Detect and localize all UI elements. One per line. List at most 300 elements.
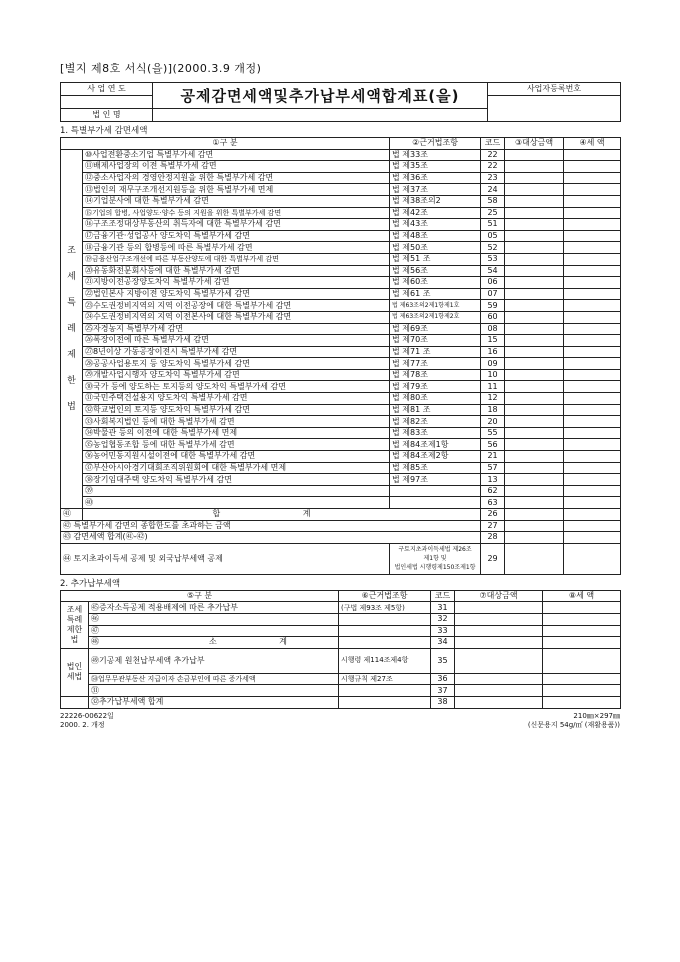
s1-item-tax[interactable] xyxy=(564,219,621,231)
s2-total-code: 38 xyxy=(431,696,455,708)
s1-group-label xyxy=(61,149,83,508)
s1-item-law: 법 제84조제1항 xyxy=(390,439,481,451)
table-row xyxy=(61,427,621,439)
s1-item-label: ㉟농업협동조합 등에 대한 특별부가세 감면 xyxy=(83,439,390,451)
s1-item-tax[interactable] xyxy=(564,172,621,184)
s1-item-tax[interactable] xyxy=(564,497,621,509)
s1-item-label: ㉞박물관 등의 이전에 대한 특별부가세 면제 xyxy=(83,427,390,439)
table-row xyxy=(61,230,621,242)
s2-group1-label-line: 제한 xyxy=(66,625,83,635)
s1-item-code: 62 xyxy=(481,485,505,497)
s1-item-label: ㉝사회복지법인 등에 대한 특별부가세 감면 xyxy=(83,416,390,428)
business-year-label: 사 업 연 도 xyxy=(61,83,153,96)
table-row xyxy=(61,648,621,673)
table-row xyxy=(61,265,621,277)
s1-item-law: 법 제43조 xyxy=(390,219,481,231)
s2-item-tax[interactable] xyxy=(543,613,621,625)
s2-subtotal-tax[interactable] xyxy=(543,637,621,649)
s1-item-code: 52 xyxy=(481,242,505,254)
table-row xyxy=(61,439,621,451)
table-row xyxy=(61,172,621,184)
s1-item-code: 54 xyxy=(481,265,505,277)
table-row xyxy=(61,485,621,497)
s1-item-law: 법 제78조 xyxy=(390,369,481,381)
s1-item-tax[interactable] xyxy=(564,439,621,451)
table-row xyxy=(61,613,621,625)
s1-item-code: 51 xyxy=(481,219,505,231)
s1-item-label: ㉖폭장이전에 따른 특별부가세 감면 xyxy=(83,335,390,347)
s1-col-law: ②근거법조항 xyxy=(390,138,481,150)
s1-item-law: 법 제42조 xyxy=(390,207,481,219)
s1-item-law: 법 제60조 xyxy=(390,277,481,289)
s2-item-tax[interactable] xyxy=(543,602,621,614)
s1-total-num: ㊶ xyxy=(61,509,83,521)
table-row xyxy=(61,673,621,685)
s1-item-amount[interactable] xyxy=(505,288,564,300)
s1-item-code: 07 xyxy=(481,288,505,300)
s1-item-amount[interactable] xyxy=(505,161,564,173)
s1-item-amount[interactable] xyxy=(505,253,564,265)
table-row xyxy=(61,335,621,347)
s1-item-law: 법 제37조 xyxy=(390,184,481,196)
s2-item-law xyxy=(339,613,431,625)
s1-item-amount[interactable] xyxy=(505,485,564,497)
s1-item-law: 법 제61 조 xyxy=(390,288,481,300)
s1-item-tax[interactable] xyxy=(564,393,621,405)
s1-item-code: 22 xyxy=(481,149,505,161)
s1-item-law: 법 제33조 xyxy=(390,149,481,161)
s2-item-code: 37 xyxy=(431,685,455,697)
s1-item-tax[interactable] xyxy=(564,474,621,486)
s1-item-tax[interactable] xyxy=(564,149,621,161)
s1-item-amount[interactable] xyxy=(505,184,564,196)
s1-total-tax[interactable] xyxy=(564,509,621,521)
s2-group1-label-line: 특례 xyxy=(66,615,83,625)
s1-item-label: ⑮기업의 합병, 사업양도·양수 등의 지원을 위한 특별부가세 감면 xyxy=(83,207,390,219)
s2-item-code: 33 xyxy=(431,625,455,637)
s1-item-label: ㊴ xyxy=(83,485,390,497)
s1-item-law: 법 제80조 xyxy=(390,393,481,405)
s1-item-code: 24 xyxy=(481,184,505,196)
s2-item-tax[interactable] xyxy=(543,648,621,673)
s2-subtotal-text: 소 계 xyxy=(209,637,317,647)
s1-item-amount[interactable] xyxy=(505,416,564,428)
s2-item-label: ㊻ xyxy=(89,613,339,625)
s1-item-amount[interactable] xyxy=(505,404,564,416)
s2-total-label: ㉜추가납부세액 합계 xyxy=(89,696,339,708)
s1-item-label: ⑩사업전환중소기업 특별부가세 감면 xyxy=(83,149,390,161)
s1-item-amount[interactable] xyxy=(505,427,564,439)
s1-item-law: 법 제63조의2제1항제1호 xyxy=(390,300,481,312)
s1-item-law: 법 제97조 xyxy=(390,474,481,486)
s1-item-amount[interactable] xyxy=(505,462,564,474)
s2-subtotal-num: ㊽ xyxy=(91,637,99,647)
s2-item-label: ㊼ xyxy=(89,625,339,637)
s1-item-amount[interactable] xyxy=(505,393,564,405)
s1-item-tax[interactable] xyxy=(564,323,621,335)
s2-col-law: ⑥근거법조항 xyxy=(339,590,431,602)
s1-item-tax[interactable] xyxy=(564,311,621,323)
s1-item-law: 법 제79조 xyxy=(390,381,481,393)
s1-item-label: ㉕자경농지 특별부가세 감면 xyxy=(83,323,390,335)
s1-item-law: 법 제63조의2제1항제2호 xyxy=(390,311,481,323)
s1-item-code: 63 xyxy=(481,497,505,509)
s1-group-char: 례 xyxy=(67,323,76,334)
s1-item-amount[interactable] xyxy=(505,451,564,463)
s2-item-code: 35 xyxy=(431,648,455,673)
s2-subtotal-amount[interactable] xyxy=(455,637,543,649)
s2-group2-label-line: 세법 xyxy=(66,672,83,682)
s1-item-label: ⑱금융기관 등의 합병등에 따른 특별부가세 감면 xyxy=(83,242,390,254)
s1-item-label: ⑫중소사업자의 경영안정지원을 위한 특별부가세 감면 xyxy=(83,172,390,184)
s1-item-law xyxy=(390,485,481,497)
s2-item-code: 36 xyxy=(431,673,455,685)
s1-item-label: ⑭기업분사에 대한 특별부가세 감면 xyxy=(83,195,390,207)
s2-item-law: 시행령 제114조제4항 xyxy=(339,648,431,673)
table-row xyxy=(61,300,621,312)
s2-item-law xyxy=(339,625,431,637)
s2-group1-label-line: 법 xyxy=(70,635,79,645)
s1-item-code: 22 xyxy=(481,161,505,173)
s2-item-amount[interactable] xyxy=(455,673,543,685)
section1-table xyxy=(60,137,621,575)
s1-item-amount[interactable] xyxy=(505,369,564,381)
section1-title: 1. 특별부가세 감면세액 xyxy=(60,126,148,136)
s2-item-amount[interactable] xyxy=(455,613,543,625)
s1-item-code: 08 xyxy=(481,323,505,335)
s2-item-amount[interactable] xyxy=(455,648,543,673)
s1-item-label: ⑳유동화전문회사등에 대한 특별부가세 감면 xyxy=(83,265,390,277)
s1-item-code: 25 xyxy=(481,207,505,219)
s1-item-law: 법 제77조 xyxy=(390,358,481,370)
s2-item-label: ㊺증자소득공제 적용배제에 따른 추가납부 xyxy=(89,602,339,614)
s1-item-tax[interactable] xyxy=(564,346,621,358)
s2-item-law xyxy=(339,685,431,697)
form-number: [별지 제8호 서식(을)](2000.3.9 개정) xyxy=(60,62,262,75)
table-row xyxy=(61,404,621,416)
s1-item-label: ⑯구조조정대상부동산의 취득자에 대한 특별부가세 감면 xyxy=(83,219,390,231)
s1-excess-tax[interactable] xyxy=(564,520,621,532)
table-row xyxy=(61,149,621,161)
table-row xyxy=(61,358,621,370)
s1-item-tax[interactable] xyxy=(564,242,621,254)
s1-item-tax[interactable] xyxy=(564,253,621,265)
s1-item-label: ⑪배제사업장의 이전 특별부가세 감면 xyxy=(83,161,390,173)
s1-item-tax[interactable] xyxy=(564,451,621,463)
form-page xyxy=(60,60,620,730)
s1-item-law: 법 제51 조 xyxy=(390,253,481,265)
s2-item-amount[interactable] xyxy=(455,602,543,614)
s1-item-code: 57 xyxy=(481,462,505,474)
s1-item-tax[interactable] xyxy=(564,207,621,219)
s2-col-category: ⑤구 분 xyxy=(61,590,339,602)
s1-item-code: 56 xyxy=(481,439,505,451)
footer-left-2: 2000. 2. 개정 xyxy=(60,720,105,729)
s1-item-code: 23 xyxy=(481,172,505,184)
s1-item-tax[interactable] xyxy=(564,369,621,381)
business-year-field[interactable] xyxy=(61,96,153,109)
s2-item-amount[interactable] xyxy=(455,625,543,637)
s1-item-amount[interactable] xyxy=(505,277,564,289)
s1-item-label: ㊳장기임대주택 양도차익 특별부가세 감면 xyxy=(83,474,390,486)
s1-item-label: ㉙개발사업시행자 양도차익 특별부가세 감면 xyxy=(83,369,390,381)
s1-item-law: 법 제50조 xyxy=(390,242,481,254)
s1-item-label: ㉛국민주택건설용지 양도차익 특별부가세 감면 xyxy=(83,393,390,405)
s1-land-tax[interactable] xyxy=(564,543,621,574)
s1-item-tax[interactable] xyxy=(564,161,621,173)
table-row xyxy=(61,219,621,231)
s1-item-code: 13 xyxy=(481,474,505,486)
s1-item-law: 법 제84조제2항 xyxy=(390,451,481,463)
s1-item-law: 법 제48조 xyxy=(390,230,481,242)
s1-item-tax[interactable] xyxy=(564,195,621,207)
s1-item-amount[interactable] xyxy=(505,265,564,277)
s1-item-label: ㉜학교법인의 토지등 양도차익 특별부가세 감면 xyxy=(83,404,390,416)
s1-group-char: 세 xyxy=(67,271,76,282)
s1-col-amount: ③대상금액 xyxy=(505,138,564,150)
s1-item-label: ㊵ xyxy=(83,497,390,509)
s1-item-tax[interactable] xyxy=(564,265,621,277)
s1-item-amount[interactable] xyxy=(505,242,564,254)
s1-item-tax[interactable] xyxy=(564,277,621,289)
s1-item-amount[interactable] xyxy=(505,439,564,451)
s1-item-label: ㊱농어민동지원시설이전에 대한 특별부가세 감면 xyxy=(83,451,390,463)
s1-item-amount[interactable] xyxy=(505,300,564,312)
s2-item-tax[interactable] xyxy=(543,685,621,697)
s1-col-category: ①구 분 xyxy=(61,138,390,150)
s1-item-label: ⑬법인의 재무구조개선지원등을 위한 특별부가세 면제 xyxy=(83,184,390,196)
section2-table xyxy=(60,590,621,709)
s1-net-tax[interactable] xyxy=(564,532,621,544)
s1-item-law: 법 제38조의2 xyxy=(390,195,481,207)
s1-item-label: ㉚국가 등에 양도하는 토지등의 양도차익 특별부가세 감면 xyxy=(83,381,390,393)
s1-excess-amount[interactable] xyxy=(505,520,564,532)
s1-item-code: 15 xyxy=(481,335,505,347)
s1-item-code: 53 xyxy=(481,253,505,265)
s1-item-law: 법 제71 조 xyxy=(390,346,481,358)
s1-item-code: 16 xyxy=(481,346,505,358)
s1-item-law xyxy=(390,497,481,509)
s1-land-law-line3: 법인세법 시행령제150조제1항 xyxy=(394,564,476,572)
table-row xyxy=(61,288,621,300)
s1-item-law: 법 제85조 xyxy=(390,462,481,474)
s1-land-law xyxy=(390,543,481,574)
s2-subtotal-code: 34 xyxy=(431,637,455,649)
footer-right-2: (신문용지 54g/㎡ (재활용품)) xyxy=(527,720,620,729)
s1-net-amount[interactable] xyxy=(505,532,564,544)
corp-name-label: 법 인 명 xyxy=(61,109,153,122)
s2-item-law: (구법 제93조 제5항) xyxy=(339,602,431,614)
s1-item-code: 58 xyxy=(481,195,505,207)
table-row xyxy=(61,637,621,649)
s1-item-label: ㉒법인본사 지방이전 양도차익 특별부가세 감면 xyxy=(83,288,390,300)
s1-item-tax[interactable] xyxy=(564,462,621,474)
s1-item-label: ㉔수도권정비지역의 지역 이전본사에 대한 특별부가세 감면 xyxy=(83,311,390,323)
s1-item-amount[interactable] xyxy=(505,474,564,486)
s2-group1-label-line: 조세 xyxy=(66,605,83,615)
s1-item-law: 법 제70조 xyxy=(390,335,481,347)
s1-item-amount[interactable] xyxy=(505,358,564,370)
s1-item-amount[interactable] xyxy=(505,497,564,509)
s1-item-code: 05 xyxy=(481,230,505,242)
s1-item-label: ㉑지방이전공장양도차익 특별부가세 감면 xyxy=(83,277,390,289)
table-row xyxy=(61,369,621,381)
s1-item-amount[interactable] xyxy=(505,230,564,242)
s1-item-tax[interactable] xyxy=(564,485,621,497)
s1-item-code: 18 xyxy=(481,404,505,416)
s1-item-amount[interactable] xyxy=(505,346,564,358)
s1-item-code: 10 xyxy=(481,369,505,381)
s1-item-label: ㉘공공사업용토지 등 양도차익 특별부가세 감면 xyxy=(83,358,390,370)
s1-item-tax[interactable] xyxy=(564,288,621,300)
s2-item-code: 31 xyxy=(431,602,455,614)
table-row xyxy=(61,277,621,289)
s1-item-tax[interactable] xyxy=(564,404,621,416)
table-row xyxy=(61,207,621,219)
s1-item-amount[interactable] xyxy=(505,172,564,184)
table-row xyxy=(61,451,621,463)
s1-item-amount[interactable] xyxy=(505,311,564,323)
s1-item-code: 09 xyxy=(481,358,505,370)
s1-col-tax: ④세 액 xyxy=(564,138,621,150)
s2-item-tax[interactable] xyxy=(543,625,621,637)
s1-group-char: 제 xyxy=(67,349,76,360)
s1-item-code: 12 xyxy=(481,393,505,405)
s2-col-amount: ⑦대상금액 xyxy=(455,590,543,602)
s1-item-amount[interactable] xyxy=(505,149,564,161)
table-row xyxy=(61,161,621,173)
s1-group-char: 법 xyxy=(67,401,76,412)
s1-item-tax[interactable] xyxy=(564,416,621,428)
s1-land-law-line2: 제1항 및 xyxy=(423,555,447,563)
s1-land-law-line1: 구토지초과이득세법 제26조 xyxy=(398,546,472,554)
s1-item-code: 21 xyxy=(481,451,505,463)
table-row xyxy=(61,393,621,405)
s1-item-amount[interactable] xyxy=(505,381,564,393)
s1-net-code: 28 xyxy=(481,532,505,544)
table-row xyxy=(61,685,621,697)
s1-item-tax[interactable] xyxy=(564,300,621,312)
s1-item-amount[interactable] xyxy=(505,195,564,207)
s1-item-code: 55 xyxy=(481,427,505,439)
s1-item-amount[interactable] xyxy=(505,219,564,231)
section2-title: 2. 추가납부세액 xyxy=(60,578,121,589)
s1-item-label: ㉗8년이상 가동공장이전시 특별부가세 감면 xyxy=(83,346,390,358)
s1-item-law: 법 제81 조 xyxy=(390,404,481,416)
footer-left-1: 22226-00622일 xyxy=(60,711,114,720)
s1-item-code: 11 xyxy=(481,381,505,393)
s1-item-law: 법 제35조 xyxy=(390,161,481,173)
s1-item-tax[interactable] xyxy=(564,230,621,242)
table-row xyxy=(61,462,621,474)
s1-item-law: 법 제56조 xyxy=(390,265,481,277)
s1-item-label: ⑲금융산업구조개선에 따른 부동산양도에 대한 특별부가세 감면 xyxy=(83,253,390,265)
s1-land-code: 29 xyxy=(481,543,505,574)
table-row xyxy=(61,602,621,614)
s2-item-label: ㊾기공제 원천납부세액 추가납부 xyxy=(89,648,339,673)
s1-item-amount[interactable] xyxy=(505,335,564,347)
s1-item-code: 60 xyxy=(481,311,505,323)
s1-item-code: 59 xyxy=(481,300,505,312)
s1-item-tax[interactable] xyxy=(564,184,621,196)
business-reg-label: 사업자등록번호 xyxy=(488,83,621,96)
s2-subtotal-law xyxy=(339,637,431,649)
business-reg-field[interactable] xyxy=(488,96,621,122)
s1-group-char: 한 xyxy=(67,375,76,386)
s1-land-amount[interactable] xyxy=(505,543,564,574)
table-row xyxy=(61,696,621,708)
s2-total-law xyxy=(339,696,431,708)
s2-item-law: 시행규칙 제27조 xyxy=(339,673,431,685)
table-row xyxy=(61,311,621,323)
s1-excess-label: ㊷ 특별부가세 감면의 종합한도를 초과하는 금액 xyxy=(61,520,481,532)
s2-group1-label xyxy=(61,602,89,648)
s1-item-law: 법 제82조 xyxy=(390,416,481,428)
form-footer xyxy=(60,712,620,730)
s1-total-amount[interactable] xyxy=(505,509,564,521)
table-row xyxy=(61,195,621,207)
s1-excess-code: 27 xyxy=(481,520,505,532)
s2-item-label: ㉛ xyxy=(89,685,339,697)
s2-item-tax[interactable] xyxy=(543,673,621,685)
table-row xyxy=(61,497,621,509)
s1-group-char: 특 xyxy=(67,297,76,308)
s1-group-char: 조 xyxy=(67,245,76,256)
table-row xyxy=(61,625,621,637)
s1-item-code: 20 xyxy=(481,416,505,428)
s2-group2-label xyxy=(61,648,89,696)
s1-land-label: ㊹ 토지초과이득세 공제 및 외국납부세액 공제 xyxy=(61,543,390,574)
s2-total-spacer xyxy=(61,696,89,708)
s2-col-tax: ⑧세 액 xyxy=(543,590,621,602)
s1-item-tax[interactable] xyxy=(564,427,621,439)
corp-name-field[interactable] xyxy=(153,109,488,122)
s1-item-label: ㉓수도권정비지역의 지역 이전공장에 대한 특별부가세 감면 xyxy=(83,300,390,312)
s2-item-code: 32 xyxy=(431,613,455,625)
s1-net-label: ㊸ 감면세액 합계(㊶-㊷) xyxy=(61,532,481,544)
s2-subtotal-label xyxy=(89,637,339,649)
s2-total-amount[interactable] xyxy=(455,696,543,708)
s1-total-label: 합 계 xyxy=(83,509,481,521)
table-row xyxy=(61,253,621,265)
s1-item-label: ㊲부산아시아경기대회조직위원회에 대한 특별부가세 면제 xyxy=(83,462,390,474)
table-row xyxy=(61,416,621,428)
s1-col-code: 코드 xyxy=(481,138,505,150)
table-row xyxy=(61,323,621,335)
s1-item-tax[interactable] xyxy=(564,381,621,393)
s1-total-code: 26 xyxy=(481,509,505,521)
s1-item-tax[interactable] xyxy=(564,358,621,370)
s2-group2-label-line: 법인 xyxy=(66,662,83,672)
s2-item-label: ㊿업무무관부동산 지급이자 손금부인에 따른 증가세액 xyxy=(89,673,339,685)
s2-total-tax[interactable] xyxy=(543,696,621,708)
s2-item-amount[interactable] xyxy=(455,685,543,697)
s1-item-amount[interactable] xyxy=(505,207,564,219)
s1-item-code: 06 xyxy=(481,277,505,289)
table-row xyxy=(61,184,621,196)
form-main-title: 공제감면세액및추가납부세액합계표(을) xyxy=(153,83,488,109)
s1-item-law: 법 제83조 xyxy=(390,427,481,439)
table-row xyxy=(61,474,621,486)
table-row xyxy=(61,346,621,358)
s1-item-tax[interactable] xyxy=(564,335,621,347)
table-row xyxy=(61,381,621,393)
s1-item-amount[interactable] xyxy=(505,323,564,335)
s2-col-code: 코드 xyxy=(431,590,455,602)
table-row xyxy=(61,242,621,254)
s1-item-label: ⑰금융기관·성업공사 양도차익 특별부가세 감면 xyxy=(83,230,390,242)
header-table xyxy=(60,82,621,122)
